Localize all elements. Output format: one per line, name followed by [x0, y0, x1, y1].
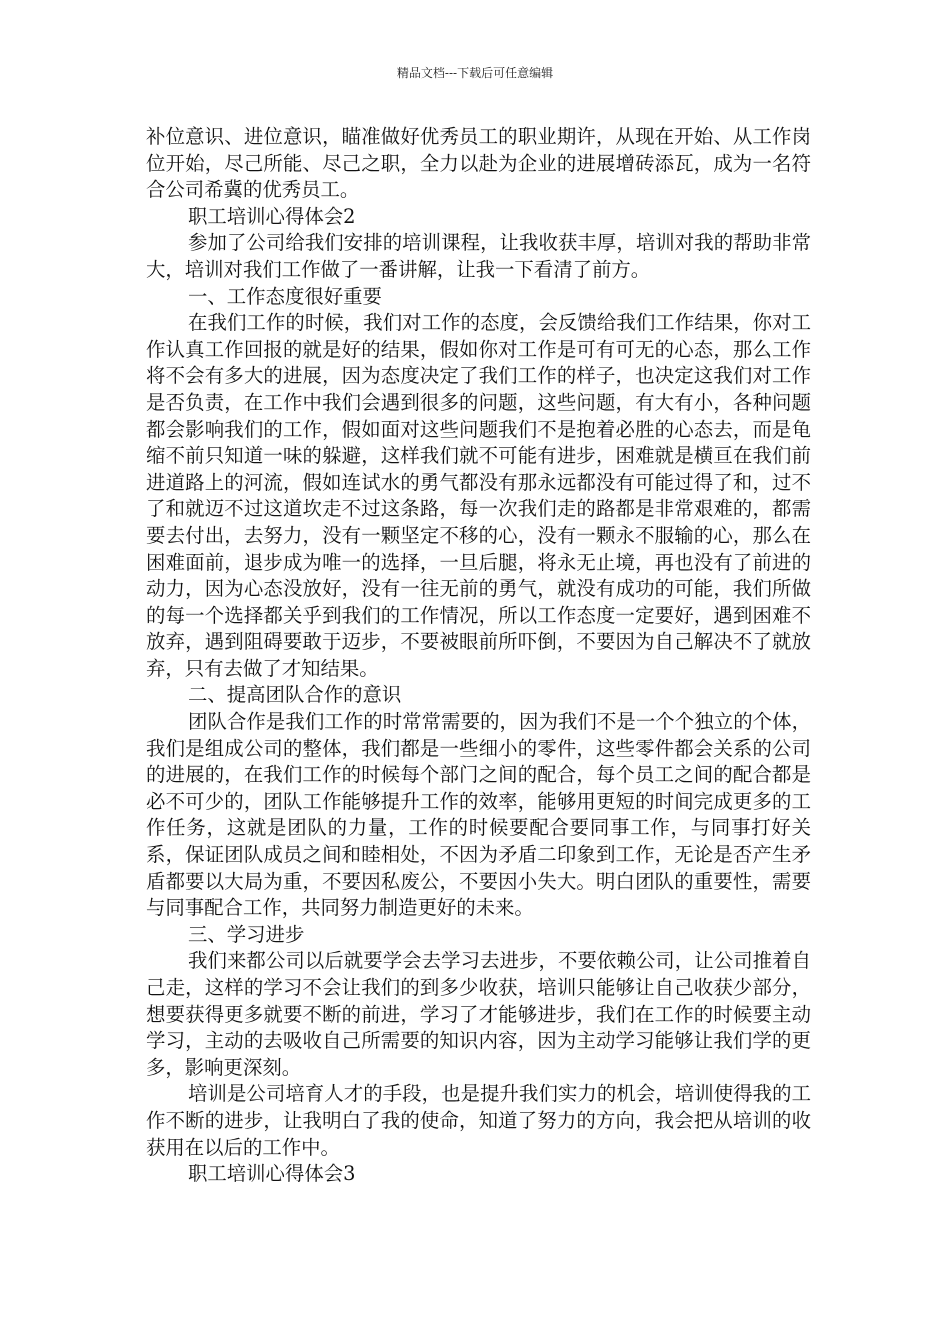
paragraph-intro: 参加了公司给我们安排的培训课程，让我收获丰厚，培训对我的帮助非常大，培训对我们工作做了一番讲解，让我一下看清了前方。: [146, 231, 811, 281]
section-title-2: 职工培训心得体会2: [188, 204, 356, 228]
paragraph-learning: 我们来都公司以后就要学会去学习去进步，不要依赖公司，让公司推着自己走，这样的学习不会让我们的到多少收获，培训只能够让自己收获少部分，想要获得更多就要不断的前进，学习了才能够进步，我们在工作的时候要主动学习，主动的去吸收自己所需要的知识内容，因为主动学习能够让我们学的更多，影响更深刻。: [146, 949, 811, 1079]
paragraph-work-attitude: 在我们工作的时候，我们对工作的态度，会反馈给我们工作结果，你对工作认真工作回报的就是好的结果，假如你对工作是可有可无的心态，那么工作将不会有多大的进展，因为态度决定了我们工作的样子，也决定这我们对工作是否负责，在工作中我们会遇到很多的问题，这些问题，有大有小，各种问题都会影响我们的工作，假如面对这些问题我们不是抱着必胜的心态去，而是龟缩不前只知道一味的躲避，这样我们就不可能有进步，困难就是横亘在我们前进道路上的河流，假如连试水的勇气都没有那永远都没有可能过得了和，过不了和就迈不过这道坎走不过这条路，每一次我们走的路都是非常艰难的，都需要去付出，去努力，没有一颗坚定不移的心，没有一颗永不服输的心，那么在困难面前，退步成为唯一的选择，一旦后腿，将永无止境，再也没有了前进的动力，因为心态没放好，没有一往无前的勇气，就没有成功的可能，我们所做的每一个选择都关乎到我们的工作情况，所以工作态度一定要好，遇到困难不放弃，遇到阻碍要敢于迈步，不要被眼前所吓倒，不要因为自己解决不了就放弃，只有去做了才知结果。: [146, 311, 811, 680]
section-title-3: 职工培训心得体会3: [188, 1162, 356, 1186]
document-body: [146, 124, 811, 1188]
paragraph-continuation: 补位意识、进位意识，瞄准做好优秀员工的职业期许，从现在开始、从工作岗位开始，尽己所能、尽己之职，全力以赴为企业的进展增砖添瓦，成为一名符合公司希冀的优秀员工。: [146, 125, 811, 202]
subheading-learning: 三、学习进步: [188, 922, 305, 946]
subheading-work-attitude: 一、工作态度很好重要: [188, 284, 382, 308]
subheading-teamwork: 二、提高团队合作的意识: [188, 683, 402, 707]
paragraph-conclusion: 培训是公司培育人才的手段，也是提升我们实力的机会，培训使得我的工作不断的进步，让我明白了我的使命，知道了努力的方向，我会把从培训的收获用在以后的工作中。: [146, 1082, 811, 1159]
page-header: 精品文档---下载后可任意编辑: [396, 66, 554, 80]
paragraph-teamwork: 团队合作是我们工作的时常常需要的，因为我们不是一个个独立的个体，我们是组成公司的整体，我们都是一些细小的零件，这些零件都会关系的公司的进展的，在我们工作的时候每个部门之间的配合，每个员工之间的配合都是必不可少的，团队工作能够提升工作的效率，能够用更短的时间完成更多的工作任务，这就是团队的力量，工作的时候要配合要同事工作，与同事打好关系，保证团队成员之间和睦相处，不因为矛盾二印象到工作，无论是否产生矛盾都要以大局为重，不要因私废公，不要因小失大。明白团队的重要性，需要与同事配合工作，共同努力制造更好的未来。: [146, 710, 811, 920]
